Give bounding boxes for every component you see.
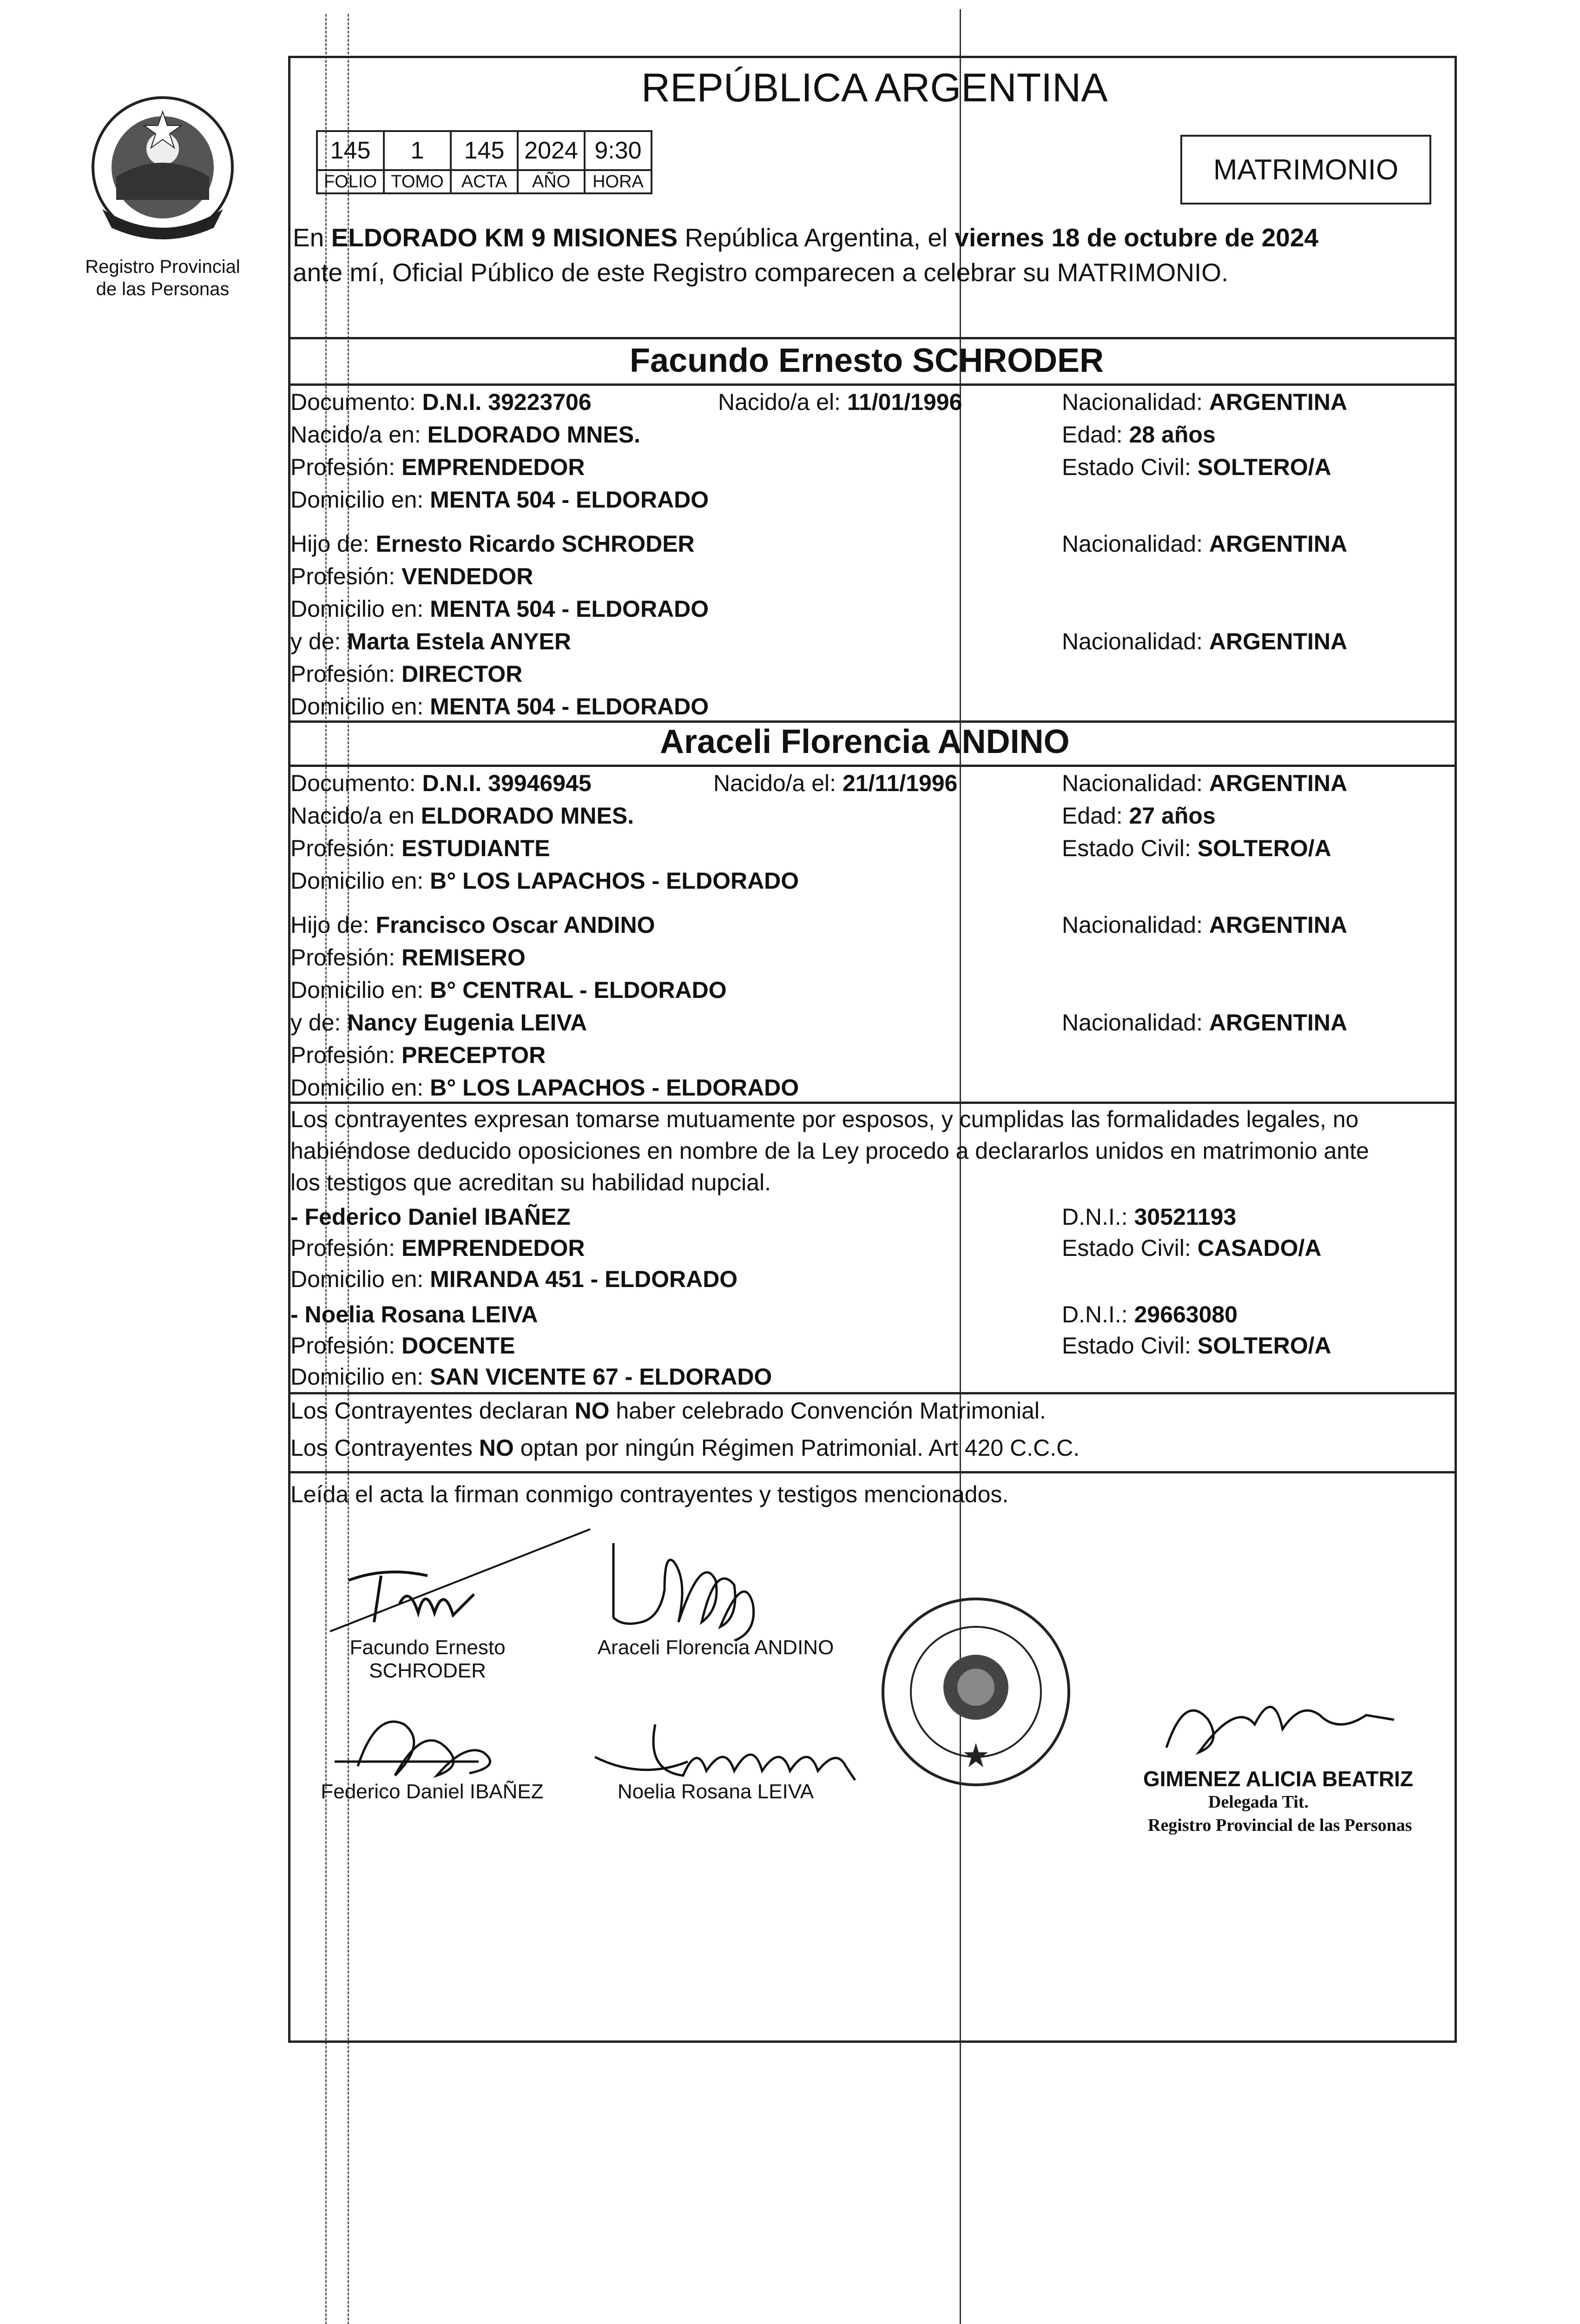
party2-mother-nationality: Nacionalidad: ARGENTINA <box>1062 1010 1348 1036</box>
divider <box>288 1471 1457 1473</box>
divider <box>288 765 1457 767</box>
party1-nationality: Nacionalidad: ARGENTINA <box>1062 389 1348 415</box>
acta-value: 145 <box>451 131 518 170</box>
witness2-dni: D.N.I.: 29663080 <box>1062 1301 1238 1327</box>
act-type-box: MATRIMONIO <box>1180 135 1431 205</box>
party1-mother-profession: Profesión: DIRECTOR <box>290 661 523 687</box>
party2-document: Documento: D.N.I. 39946945 <box>290 770 592 796</box>
record-grid <box>316 130 652 194</box>
hour-label: HORA <box>585 170 652 193</box>
delegation-stamp <box>874 1590 1078 1794</box>
party1-father-address: Domicilio en: MENTA 504 - ELDORADO <box>290 596 709 622</box>
party2-father-address: Domicilio en: B° CENTRAL - ELDORADO <box>290 977 727 1003</box>
signature-label-party1: Facundo Ernesto SCHRODER <box>349 1636 506 1682</box>
party1-document: Documento: D.N.I. 39223706 <box>290 389 592 415</box>
witness1-dni: D.N.I.: 30521193 <box>1062 1204 1237 1230</box>
party1-name: Facundo Ernesto SCHRODER <box>630 342 1104 379</box>
party1-civil-status: Estado Civil: SOLTERO/A <box>1062 454 1331 480</box>
tomo-value: 1 <box>384 131 451 170</box>
document-title: REPÚBLICA ARGENTINA <box>641 66 1108 110</box>
divider <box>288 337 1457 339</box>
regime-statement: Los Contrayentes NO optan por ningún Régimen Patrimonial. Art 420 C.C.C. <box>290 1435 1080 1461</box>
party1-birthplace: Nacido/a en: ELDORADO MNES. <box>290 422 640 448</box>
intro-line-2: ante mí, Oficial Público de este Registro comparecen a celebrar su MATRIMONIO. <box>293 258 1229 287</box>
folio-label: FOLIO <box>317 170 384 193</box>
signature-label-witness1: Federico Daniel IBAÑEZ <box>321 1780 544 1803</box>
party2-birthplace: Nacido/a en ELDORADO MNES. <box>290 803 634 829</box>
signature-party2 <box>595 1534 804 1641</box>
party2-name: Araceli Florencia ANDINO <box>660 723 1070 760</box>
signature-party1 <box>321 1515 609 1645</box>
declaration-line-1: Los contrayentes expresan tomarse mutuamente por esposos, y cumplidas las formalidades legales, no <box>290 1106 1359 1132</box>
party2-mother-profession: Profesión: PRECEPTOR <box>290 1042 546 1068</box>
folio-value: 145 <box>317 131 384 170</box>
party1-birthdate: Nacido/a el: 11/01/1996 <box>718 389 962 415</box>
party2-age: Edad: 27 años <box>1062 803 1216 829</box>
official-name: GIMENEZ ALICIA BEATRIZ <box>1143 1767 1413 1791</box>
tomo-label: TOMO <box>384 170 451 193</box>
acta-label: ACTA <box>451 170 518 193</box>
signature-label-witness2: Noelia Rosana LEIVA <box>617 1780 814 1803</box>
divider <box>288 1102 1457 1104</box>
party1-address: Domicilio en: MENTA 504 - ELDORADO <box>290 487 709 513</box>
divider <box>288 1392 1457 1394</box>
party2-mother: y de: Nancy Eugenia LEIVA <box>290 1010 587 1036</box>
intro-line-1: En ELDORADO KM 9 MISIONES República Argentina, el viernes 18 de octubre de 2024 <box>293 223 1319 252</box>
declaration-line-3: los testigos que acreditan su habilidad nupcial. <box>290 1169 771 1195</box>
party1-father-nationality: Nacionalidad: ARGENTINA <box>1062 531 1348 557</box>
hour-value: 9:30 <box>585 131 652 170</box>
convention-statement: Los Contrayentes declaran NO haber celebrado Convención Matrimonial. <box>290 1398 1046 1424</box>
witness1-address: Domicilio en: MIRANDA 451 - ELDORADO <box>290 1266 738 1292</box>
party1-mother-address: Domicilio en: MENTA 504 - ELDORADO <box>290 693 709 720</box>
official-organization: Registro Provincial de las Personas <box>1148 1816 1412 1835</box>
official-role: Delegada Tit. <box>1208 1792 1309 1812</box>
witness2-name: - Noelia Rosana LEIVA <box>290 1301 538 1327</box>
party2-address: Domicilio en: B° LOS LAPACHOS - ELDORADO <box>290 868 799 894</box>
party1-mother-nationality: Nacionalidad: ARGENTINA <box>1062 628 1348 654</box>
registry-name: Registro Provincial de las Personas <box>85 257 240 299</box>
party1-profession: Profesión: EMPRENDEDOR <box>290 454 585 480</box>
declaration-line-2: habiéndose deducido oposiciones en nombre de la Ley procedo a declararlos unidos en matrimonio ante <box>290 1138 1369 1164</box>
party1-father-profession: Profesión: VENDEDOR <box>290 563 533 589</box>
signature-label-party2: Araceli Florencia ANDINO <box>597 1636 834 1659</box>
party2-civil-status: Estado Civil: SOLTERO/A <box>1062 835 1331 861</box>
registry-logo <box>74 93 251 251</box>
signature-witness1 <box>325 1697 567 1789</box>
witness2-profession: Profesión: DOCENTE <box>290 1333 515 1359</box>
closing-statement: Leída el acta la firman conmigo contrayentes y testigos mencionados. <box>290 1481 1009 1507</box>
party2-father-profession: Profesión: REMISERO <box>290 944 526 971</box>
party2-mother-address: Domicilio en: B° LOS LAPACHOS - ELDORADO <box>290 1075 799 1101</box>
party1-mother: y de: Marta Estela ANYER <box>290 628 571 654</box>
witness2-civil-status: Estado Civil: SOLTERO/A <box>1062 1333 1331 1359</box>
witness1-civil-status: Estado Civil: CASADO/A <box>1062 1235 1322 1261</box>
party2-profession: Profesión: ESTUDIANTE <box>290 835 550 861</box>
party2-father-nationality: Nacionalidad: ARGENTINA <box>1062 912 1348 938</box>
signature-official <box>1152 1673 1413 1766</box>
party2-nationality: Nacionalidad: ARGENTINA <box>1062 770 1348 796</box>
party1-father: Hijo de: Ernesto Ricardo SCHRODER <box>290 531 695 557</box>
year-label: AÑO <box>518 170 585 193</box>
witness1-profession: Profesión: EMPRENDEDOR <box>290 1235 585 1261</box>
witness2-address: Domicilio en: SAN VICENTE 67 - ELDORADO <box>290 1364 772 1390</box>
party2-father: Hijo de: Francisco Oscar ANDINO <box>290 912 655 938</box>
year-value: 2024 <box>518 131 585 170</box>
party2-birthdate: Nacido/a el: 21/11/1996 <box>713 770 958 796</box>
witness1-name: - Federico Daniel IBAÑEZ <box>290 1204 571 1230</box>
divider <box>288 383 1457 386</box>
party1-age: Edad: 28 años <box>1062 422 1216 448</box>
